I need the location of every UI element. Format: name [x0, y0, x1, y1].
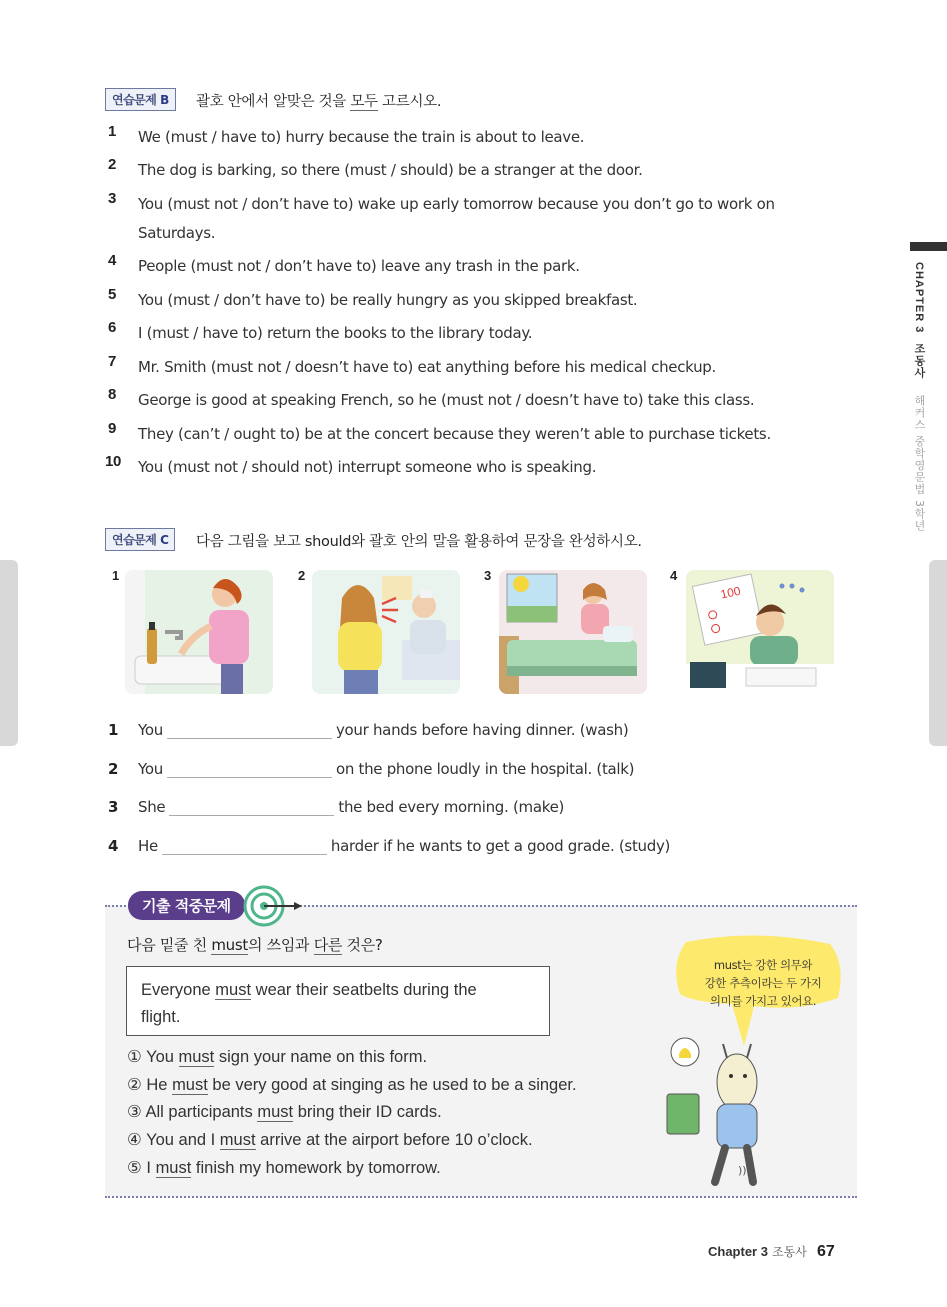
exercise-item — [108, 123, 818, 152]
chapter-marker — [910, 242, 947, 251]
right-tab — [929, 560, 947, 746]
left-tab — [0, 560, 18, 746]
choice-mark: ① — [127, 1048, 142, 1066]
badge-label: 연습문제 — [112, 533, 157, 547]
exercise-item — [108, 420, 818, 449]
choice-text-end: sign your name on this form. — [214, 1048, 428, 1066]
picture-number: 3 — [484, 568, 492, 583]
choice-text-end: finish my homework by tomorrow. — [191, 1159, 441, 1177]
choice-text: You — [141, 1048, 179, 1066]
page-number: 67 — [817, 1243, 835, 1260]
item-text: They (can’t / ought to) be at the concert because they weren’t able to purchase tickets. — [138, 425, 771, 443]
item-number: 3 — [108, 798, 119, 816]
answer-blank[interactable] — [167, 720, 332, 739]
exercise-item — [108, 319, 818, 348]
question-text: 다음 밑줄 친 — [127, 936, 212, 954]
item-text: George is good at speaking French, so he (must not / doesn’t have to) take this class. — [138, 391, 755, 409]
choice-text: I — [141, 1159, 156, 1177]
exercise-item — [108, 252, 818, 281]
example-text-end: wear their seatbelts during the — [251, 981, 477, 999]
badge-label: 연습문제 — [112, 93, 157, 107]
choice-1[interactable] — [127, 1047, 427, 1067]
item-text: Mr. Smith (must not / doesn’t have to) eat anything before his medical checkup. — [138, 358, 716, 376]
section-b-badge — [105, 88, 176, 111]
choice-text: All participants — [141, 1103, 258, 1121]
choice-text-end: bring their ID cards. — [293, 1103, 442, 1121]
exercise-item — [108, 286, 818, 315]
choice-text: He — [141, 1076, 173, 1094]
item-text: I (must / have to) return the books to the library today. — [138, 324, 533, 342]
exercise-item — [108, 353, 818, 382]
picture-hospital-phone — [312, 570, 460, 694]
question-text-end: 것은? — [342, 936, 383, 954]
bubble-line: must는 강한 의무와 — [713, 958, 813, 972]
choice-2[interactable] — [127, 1075, 577, 1095]
item-number: 4 — [108, 252, 117, 269]
item-text: your hands before having dinner. (wash) — [335, 721, 629, 739]
exam-question — [127, 934, 383, 955]
picture-studying — [686, 570, 834, 694]
choice-emphasis: must — [219, 1131, 256, 1149]
instruction-text-end: 고르시오. — [377, 94, 442, 110]
bubble-text — [688, 956, 838, 1010]
example-sentence-box — [126, 966, 550, 1036]
item-number: 7 — [108, 353, 117, 370]
exam-title: 기출 적중문제 — [128, 891, 245, 920]
choice-text: You and I — [141, 1131, 220, 1149]
fill-item — [108, 836, 670, 855]
picture-number: 2 — [298, 568, 306, 583]
section-c-instruction: 다음 그림을 보고 should와 괄호 안의 말을 활용하여 문장을 완성하시오. — [196, 534, 642, 550]
exercise-item — [108, 190, 818, 248]
item-text: the bed every morning. (make) — [338, 798, 565, 816]
sound-effect: ))) — [738, 1164, 751, 1177]
picture-number: 4 — [670, 568, 678, 583]
choice-mark: ③ — [127, 1103, 142, 1121]
exercise-item — [108, 386, 818, 415]
exercise-item — [105, 453, 818, 482]
item-text: We (must / have to) hurry because the train is about to leave. — [138, 128, 585, 146]
example-text: Everyone — [141, 981, 216, 999]
item-subject: He — [138, 837, 158, 855]
target-icon — [242, 884, 304, 928]
instruction-text: 괄호 안에서 알맞은 것을 — [196, 94, 351, 110]
choice-text-end: arrive at the airport before 10 o’clock. — [255, 1131, 533, 1149]
item-text: on the phone loudly in the hospital. (talk) — [335, 760, 635, 778]
item-number: 1 — [108, 721, 119, 739]
item-number: 2 — [108, 156, 117, 173]
sidebar-book-title: 해커스 중학영문법 3학년 — [913, 395, 926, 532]
choice-emphasis: must — [257, 1103, 294, 1121]
item-text: You (must not / don’t have to) wake up early tomorrow because you don’t go to work on — [138, 195, 775, 213]
choice-mark: ⑤ — [127, 1159, 142, 1177]
choice-mark: ④ — [127, 1131, 142, 1149]
item-subject: You — [138, 760, 163, 778]
section-c-badge — [105, 528, 175, 551]
item-number: 9 — [108, 420, 117, 437]
question-text-mid: 의 쓰임과 — [247, 936, 314, 954]
instruction-emphasis: 모두 — [350, 94, 378, 110]
answer-blank[interactable] — [162, 836, 327, 855]
footer-topic: 조동사 — [772, 1245, 807, 1259]
answer-blank[interactable] — [167, 759, 332, 778]
item-number: 5 — [108, 286, 117, 303]
choice-text-end: be very good at singing as he used to be a singer. — [207, 1076, 577, 1094]
bubble-line: 의미를 가지고 있어요. — [709, 994, 817, 1008]
item-number: 8 — [108, 386, 117, 403]
sidebar-chapter-label: CHAPTER 3 — [913, 262, 925, 334]
choice-mark: ② — [127, 1076, 142, 1094]
bottom-dotted-divider — [105, 1196, 857, 1198]
picture-number: 1 — [112, 568, 120, 583]
item-text-continued: Saturdays. — [138, 224, 216, 242]
example-emphasis: must — [215, 981, 252, 999]
picture-washing-hands — [125, 570, 273, 694]
footer-chapter: Chapter 3 — [708, 1244, 768, 1259]
fill-item — [108, 759, 634, 778]
item-text: harder if he wants to get a good grade. (study) — [330, 837, 671, 855]
item-number: 10 — [105, 453, 122, 470]
item-number: 3 — [108, 190, 117, 207]
item-subject: You — [138, 721, 163, 739]
item-text: The dog is barking, so there (must / should) be a stranger at the door. — [138, 161, 643, 179]
sidebar-topic: 조동사 — [913, 343, 925, 380]
item-text: You (must not / should not) interrupt someone who is speaking. — [138, 458, 597, 476]
choice-4[interactable] — [127, 1130, 533, 1150]
picture-score-text: 100 — [719, 583, 742, 602]
answer-blank[interactable] — [169, 797, 334, 816]
picture-making-bed — [499, 570, 647, 694]
question-emphasis-2: 다른 — [313, 936, 343, 954]
choice-emphasis: must — [178, 1048, 215, 1066]
sidebar-chapter — [911, 262, 927, 379]
item-subject: She — [138, 798, 166, 816]
question-emphasis: must — [211, 936, 248, 954]
footer — [708, 1243, 835, 1261]
item-number: 4 — [108, 837, 119, 855]
choice-3[interactable] — [127, 1102, 442, 1122]
example-sentence — [141, 977, 477, 1031]
item-number: 1 — [108, 123, 117, 140]
goat-mascot — [655, 1032, 775, 1192]
bubble-line: 강한 추측이라는 두 가지 — [704, 976, 822, 990]
badge-letter: B — [160, 93, 169, 107]
fill-item — [108, 720, 628, 739]
item-number: 6 — [108, 319, 117, 336]
exercise-item — [108, 156, 818, 185]
fill-item — [108, 797, 564, 816]
item-text: People (must not / don’t have to) leave any trash in the park. — [138, 257, 580, 275]
item-text: You (must / don’t have to) be really hungry as you skipped breakfast. — [138, 291, 638, 309]
badge-letter: C — [160, 533, 169, 547]
section-b-instruction — [196, 90, 441, 111]
choice-emphasis: must — [155, 1159, 192, 1177]
item-number: 2 — [108, 760, 119, 778]
choice-5[interactable] — [127, 1158, 441, 1178]
choice-emphasis: must — [172, 1076, 208, 1094]
example-text-line2: flight. — [141, 1008, 181, 1026]
